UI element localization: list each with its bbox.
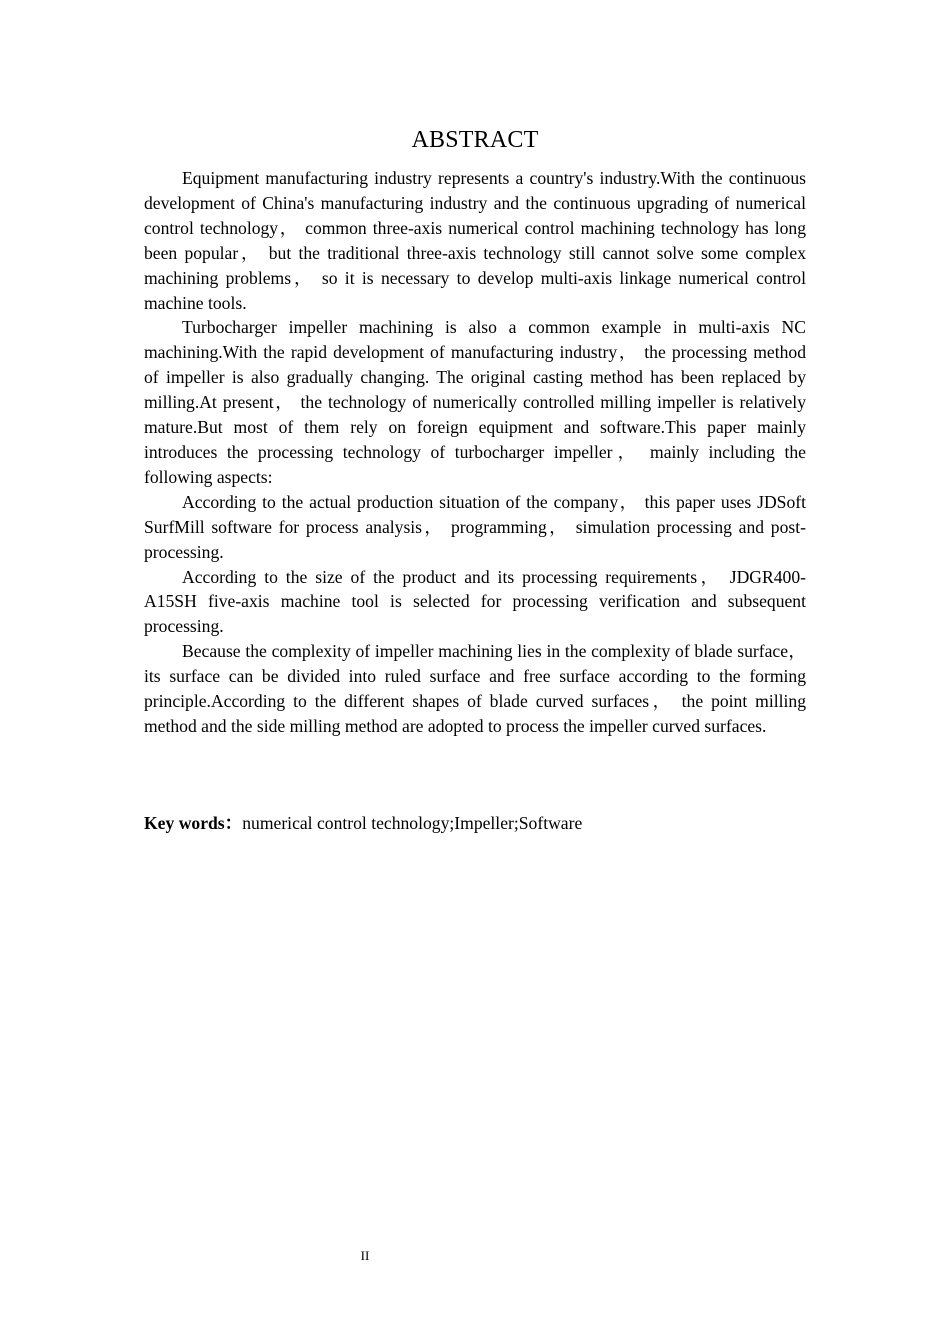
abstract-paragraph-3: According to the actual production situation of the company， this paper uses JDSoft SurfMill software for process analysis， programming， simulation processing and post-processing. <box>144 491 806 562</box>
abstract-body <box>144 166 806 739</box>
keywords-line <box>144 811 806 836</box>
keywords-value: numerical control technology;Impeller;Software <box>242 813 583 833</box>
abstract-paragraph-2: Turbocharger impeller machining is also a common example in multi-axis NC machining.With the rapid development of manufacturing industry， the processing method of impeller is also gradually changing. The original casting method has been replaced by milling.At present， the technology of numerically controlled milling impeller is relatively mature.But most of them rely on foreign equipment and software.This paper mainly introduces the processing technology of turbocharger impeller， mainly including the following aspects: <box>144 317 806 487</box>
page-number: II <box>360 1248 370 1263</box>
abstract-paragraph-4: According to the size of the product and its processing requirements， JDGR400-A15SH five-axis machine tool is selected for processing verification and subsequent processing. <box>144 566 806 637</box>
abstract-paragraph-1: Equipment manufacturing industry represents a country's industry.With the continuous development of China's manufacturing industry and the continuous upgrading of numerical control technology， common three-axis numerical control machining technology has long been popular， but the traditional three-axis technology still cannot solve some complex machining problems， so it is necessary to develop multi-axis linkage numerical control machine tools. <box>144 168 806 313</box>
abstract-title: ABSTRACT <box>411 127 539 153</box>
keywords-label: Key words： <box>144 813 243 833</box>
abstract-paragraph-5: Because the complexity of impeller machining lies in the complexity of blade surface， its surface can be divided into ruled surface and free surface according to the forming principle.According to the different shapes of blade curved surfaces， the point milling method and the side milling method are adopted to process the impeller curved surfaces. <box>144 641 806 736</box>
